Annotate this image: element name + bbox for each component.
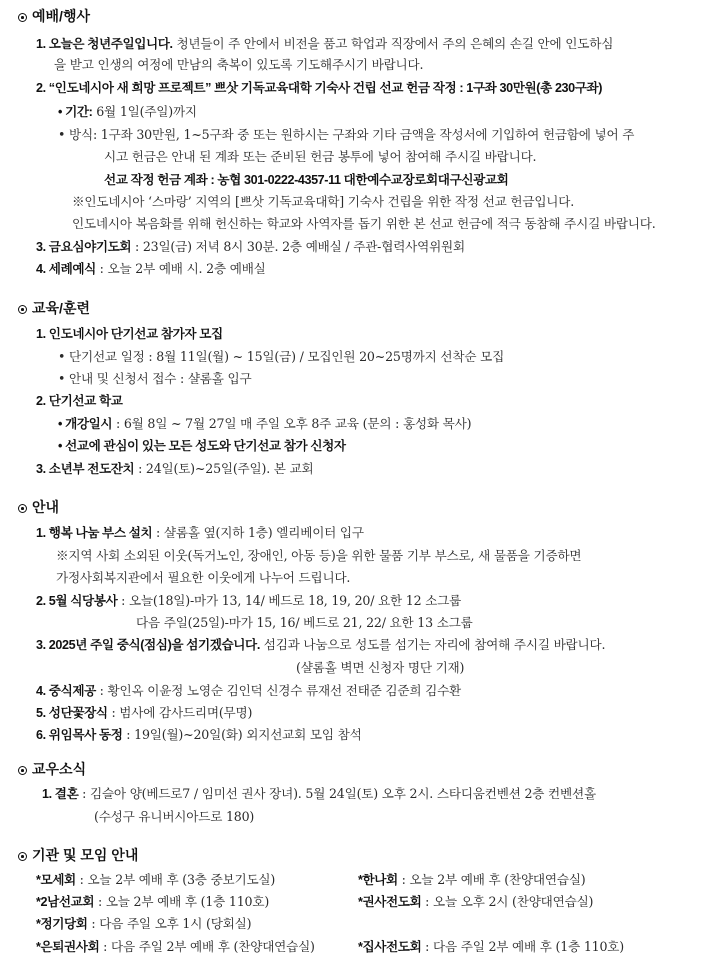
worship-item-1: 1. 오늘은 청년주일입니다. 청년들이 주 안에서 비전을 품고 학업과 직장에서 주의 은혜의 손길 안에 인도하심 [36,36,614,51]
group-item: *집사전도회 : 다음 주일 2부 예배 후 (1층 110호) [358,939,624,954]
worship-item-2-note-cont: 인도네시아 복음화를 위해 헌신하는 학교와 사역자를 돕기 위한 본 선교 헌금에 적극 동참해 주시길 바랍니다. [72,216,656,231]
worship-item-2-period: • 기간: 6월 1일(주일)까지 [58,104,197,119]
notice-item-2: 2. 5월 식당봉사 : 오늘(18일)-마가 13, 14/ 베드로 18, 19, 20/ 요한 12 소그룹 [36,593,462,608]
worship-item-2-method-cont: 시고 헌금은 안내 된 계좌 또는 준비된 헌금 봉투에 넣어 참여해 주시길 바랍니다. [104,149,537,164]
notice-item-4: 4. 중식제공 : 황인옥 이윤정 노영순 김인덕 신경수 류재선 전태준 김준희 김수환 [36,683,462,698]
training-item-3: 3. 소년부 전도잔치 : 24일(토)~25일(주일). 본 교회 [36,461,314,476]
training-item-1: 1. 인도네시아 단기선교 참가자 모집 [36,327,223,341]
news-item-1: 1. 결혼 : 김슬아 양(베드로7 / 임미선 권사 장녀). 5월 24일(토) 오후 2시. 스타디움컨벤션 2층 컨벤션홀 [42,786,596,801]
circle-dot-icon [18,13,27,22]
notice-item-3-cont: (샬롬홀 벽면 신청자 명단 기재) [296,660,465,675]
notice-item-3: 3. 2025년 주일 중식(점심)을 섬기겠습니다. 섬김과 나눔으로 성도를 섬기는 자리에 참여해 주시길 바랍니다. [36,637,606,652]
group-item: *모세회 : 오늘 2부 예배 후 (3층 중보기도실) [36,872,276,887]
worship-item-2-note: ※인도네시아 ‘스마랑’ 지역의 [쁘삿 기독교육대학] 기숙사 건립을 위한 작정 선교 헌금입니다. [72,194,575,209]
group-item: *은퇴권사회 : 다음 주일 2부 예배 후 (찬양대연습실) [36,939,315,954]
notice-item-2-cont: 다음 주일(25일)-마가 15, 16/ 베드로 21, 22/ 요한 13 소그룹 [136,615,473,630]
section-notice-title: 안내 [18,497,59,517]
section-news-title: 교우소식 [18,759,86,779]
circle-dot-icon [18,852,27,861]
worship-item-4: 4. 세례예식 : 오늘 2부 예배 시. 2층 예배실 [36,261,266,276]
notice-item-6: 6. 위임목사 동정 : 19일(월)~20일(화) 외지선교회 모임 참석 [36,727,362,742]
notice-item-5: 5. 성단꽃장식 : 범사에 감사드리며(무명) [36,705,253,720]
section-groups-title: 기관 및 모임 안내 [18,845,138,865]
news-item-1-cont: (수성구 유니버시아드로 180) [94,809,255,824]
worship-item-2: 2. “인도네시아 새 희망 프로젝트” 쁘삿 기독교육대학 기숙사 건립 선교 헌금 작정 : 1구좌 30만원(총 230구좌) [36,81,603,95]
training-item-1-reception: • 안내 및 신청서 접수 : 샬롬홀 입구 [58,371,252,386]
group-item: *2남선교회 : 오늘 2부 예배 후 (1층 110호) [36,894,270,909]
group-item: *한나회 : 오늘 2부 예배 후 (찬양대연습실) [358,872,586,887]
worship-item-2-account: 선교 작정 헌금 계좌 : 농협 301-0222-4357-11 대한예수교장로회대구신광교회 [104,173,509,187]
notice-item-1-note-cont: 가정사회복지관에서 필요한 이웃에게 나누어 드립니다. [56,570,351,585]
training-item-2: 2. 단기선교 학교 [36,394,123,408]
training-item-2-target: • 선교에 관심이 있는 모든 성도와 단기선교 참가 신청자 [58,439,346,453]
notice-item-1: 1. 행복 나눔 부스 설치 : 샬롬홀 옆(지하 1층) 엘리베이터 입구 [36,525,364,540]
worship-item-3: 3. 금요심야기도회 : 23일(금) 저녁 8시 30분. 2층 예배실 / 주관-협력사역위원회 [36,239,465,254]
section-training-title: 교육/훈련 [18,298,90,318]
group-item: *정기당회 : 다음 주일 오후 1시 (당회실) [36,916,252,931]
notice-item-1-note: ※지역 사회 소외된 이웃(독거노인, 장애인, 아동 등)을 위한 물품 기부 부스로, 새 물품을 기증하면 [56,548,582,563]
circle-dot-icon [18,766,27,775]
circle-dot-icon [18,504,27,513]
circle-dot-icon [18,305,27,314]
group-item: *권사전도회 : 오늘 오후 2시 (찬양대연습실) [358,894,594,909]
section-worship-title: 예배/행사 [18,6,90,26]
training-item-2-opening: • 개강일시 : 6월 8일 ~ 7월 27일 매 주일 오후 8주 교육 (문의 : 홍성화 목사) [58,416,472,431]
worship-item-2-method: • 방식: 1구좌 30만원, 1~5구좌 중 또는 원하시는 구좌와 기타 금액을 작성서에 기입하여 헌금함에 넣어 주 [58,127,635,142]
worship-item-1-cont: 을 받고 인생의 여정에 만남의 축복이 있도록 기도해주시기 바랍니다. [54,57,424,72]
training-item-1-schedule: • 단기선교 일정 : 8월 11일(월) ~ 15일(금) / 모집인원 20~25명까지 선착순 모집 [58,349,505,364]
